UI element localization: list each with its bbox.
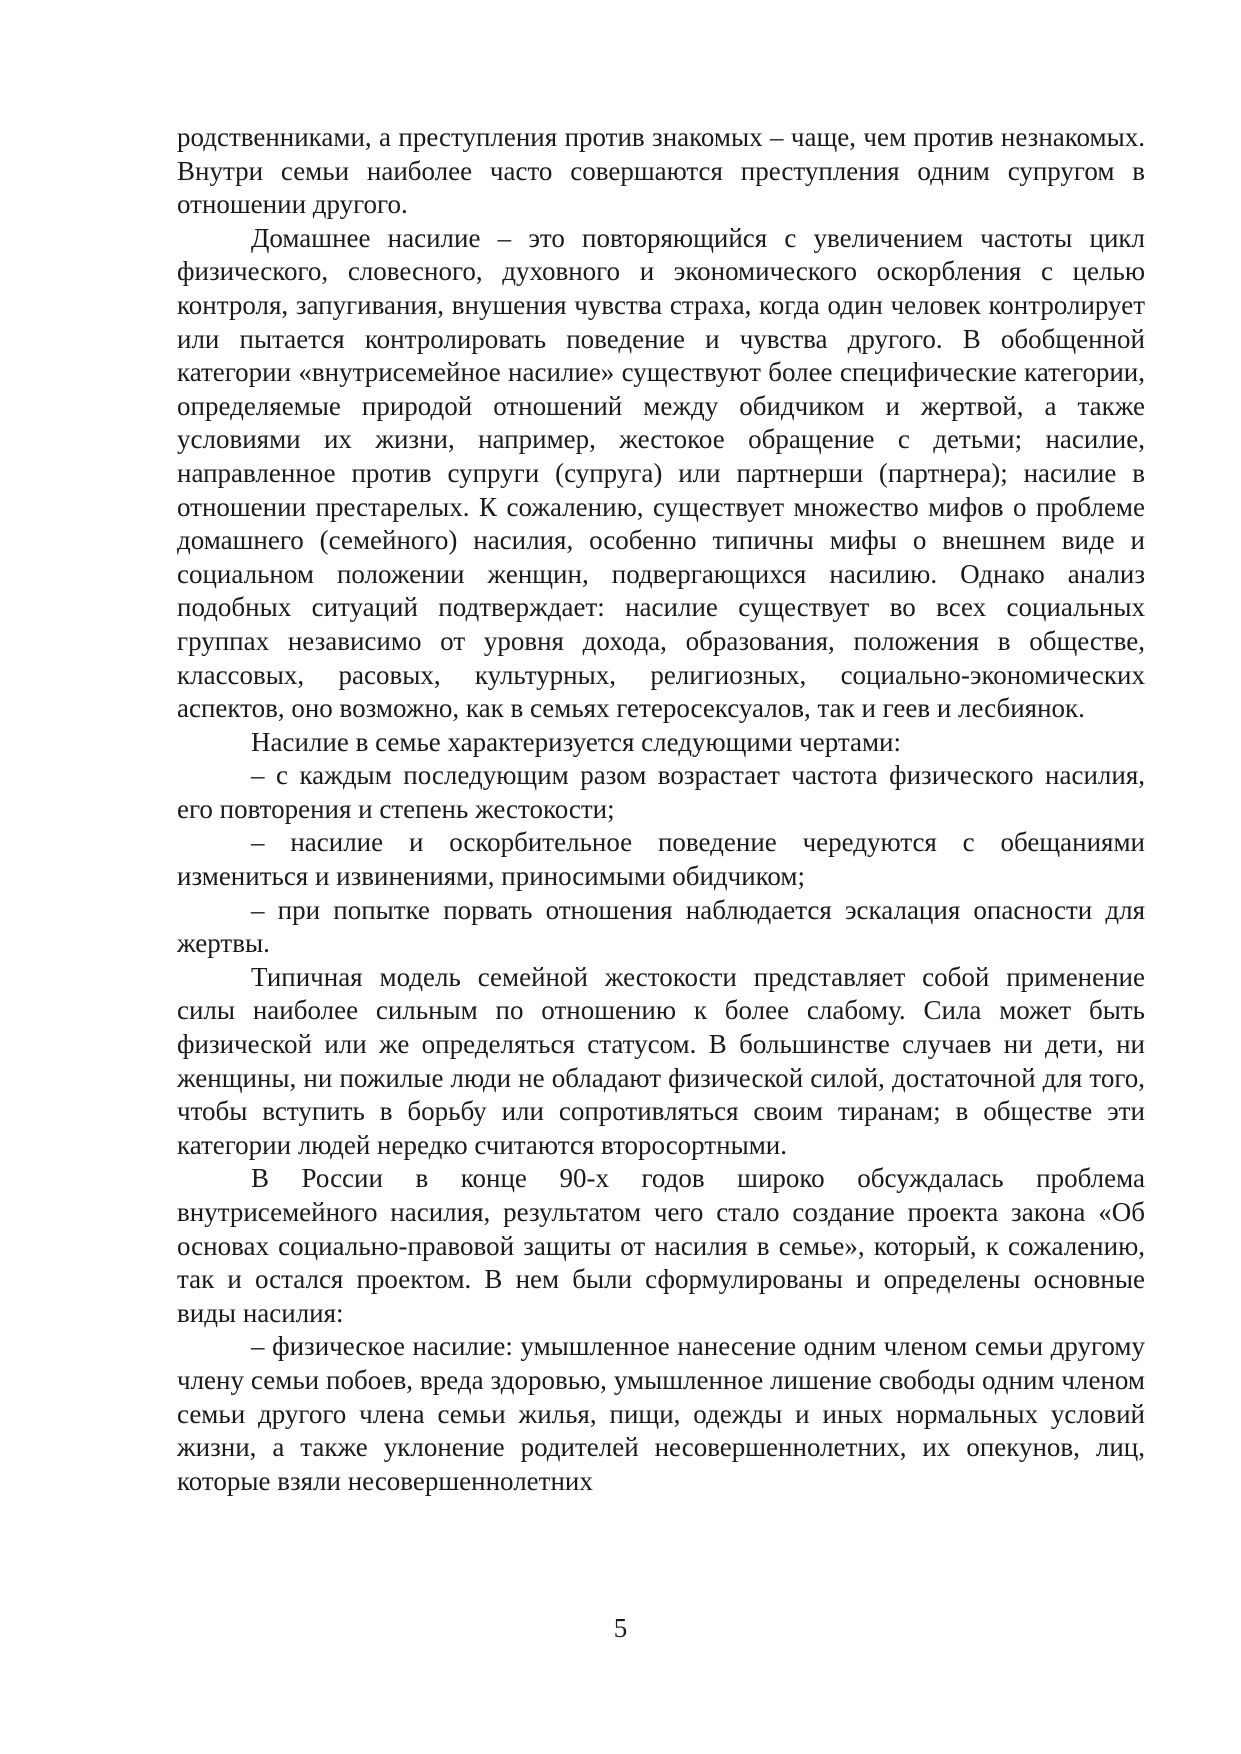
paragraph-5: В России в конце 90-х годов широко обсуждалась проблема внутрисемейного насилия, результатом чего стало создание проекта закона «Об основах социально-правовой защиты от насилия в семье», который, к сожалению, так и остался проектом. В нем были сформулированы и определены основные виды насилия: bbox=[177, 1163, 1145, 1328]
list-item-3: – при попытке порвать отношения наблюдается эскалация опасности для жертвы. bbox=[177, 894, 1145, 959]
list-item-1: – с каждым последующим разом возрастает частота физического насилия, его повторения и степень жестокости; bbox=[177, 760, 1145, 824]
list-item-2: – насилие и оскорбительное поведение чередуются с обещаниями измениться и извинениями, приносимыми обидчиком; bbox=[177, 827, 1145, 892]
page-number: 5 bbox=[613, 1613, 628, 1643]
paragraph-1: родственниками, а преступления против знакомых – чаще, чем против незнакомых. Внутри семьи наиболее часто совершаются преступления одним супругом в отношении другого. bbox=[177, 122, 1145, 220]
body-text bbox=[177, 121, 1145, 1498]
paragraph-2: Домашнее насилие – это повторяющийся с увеличением частоты цикл физического, словесного, духовного и экономического оскорбления с целью контроля, запугивания, внушения чувства страха, когда один человек контролирует или пытается контролировать поведение и чувства другого. В обобщенной категории «внутрисемейное насилие» существуют более специфические категории, определяемые природой отношений между обидчиком и жертвой, а также условиями их жизни, например, жестокое обращение с детьми; насилие, направленное против супруги (супруга) или партнерши (партнера); насилие в отношении престарелых. К сожалению, существует множество мифов о проблеме домашнего (семейного) насилия, особенно типичны мифы о внешнем виде и социальном положении женщин, подвергающихся насилию. Однако анализ подобных ситуаций подтверждает: насилие существует во всех социальных группах независимо от уровня дохода, образования, положения в обществе, классовых, расовых, культурных, религиозных, социально-экономических аспектов, оно возможно, как в семьях гетеросексуалов, так и геев и лесбиянок. bbox=[177, 222, 1145, 724]
paragraph-3: Насилие в семье характеризуется следующими чертами: bbox=[251, 726, 901, 757]
list-item-4: – физическое насилие: умышленное нанесение одним членом семьи другому члену семьи побоев, вреда здоровью, умышленное лишение свободы одним членом семьи другого члена семьи жилья, пищи, одежды и иных нормальных условий жизни, а также уклонение родителей несовершеннолетних, их опекунов, лиц, которые взяли несовершеннолетних bbox=[177, 1331, 1145, 1496]
paragraph-4: Типичная модель семейной жестокости представляет собой применение силы наиболее сильным по отношению к более слабому. Сила может быть физической или же определяться статусом. В большинстве случаев ни дети, ни женщины, ни пожилые люди не обладают физической силой, достаточной для того, чтобы вступить в борьбу или сопротивляться своим тиранам; в обществе эти категории людей нередко считаются второсортными. bbox=[177, 961, 1145, 1160]
